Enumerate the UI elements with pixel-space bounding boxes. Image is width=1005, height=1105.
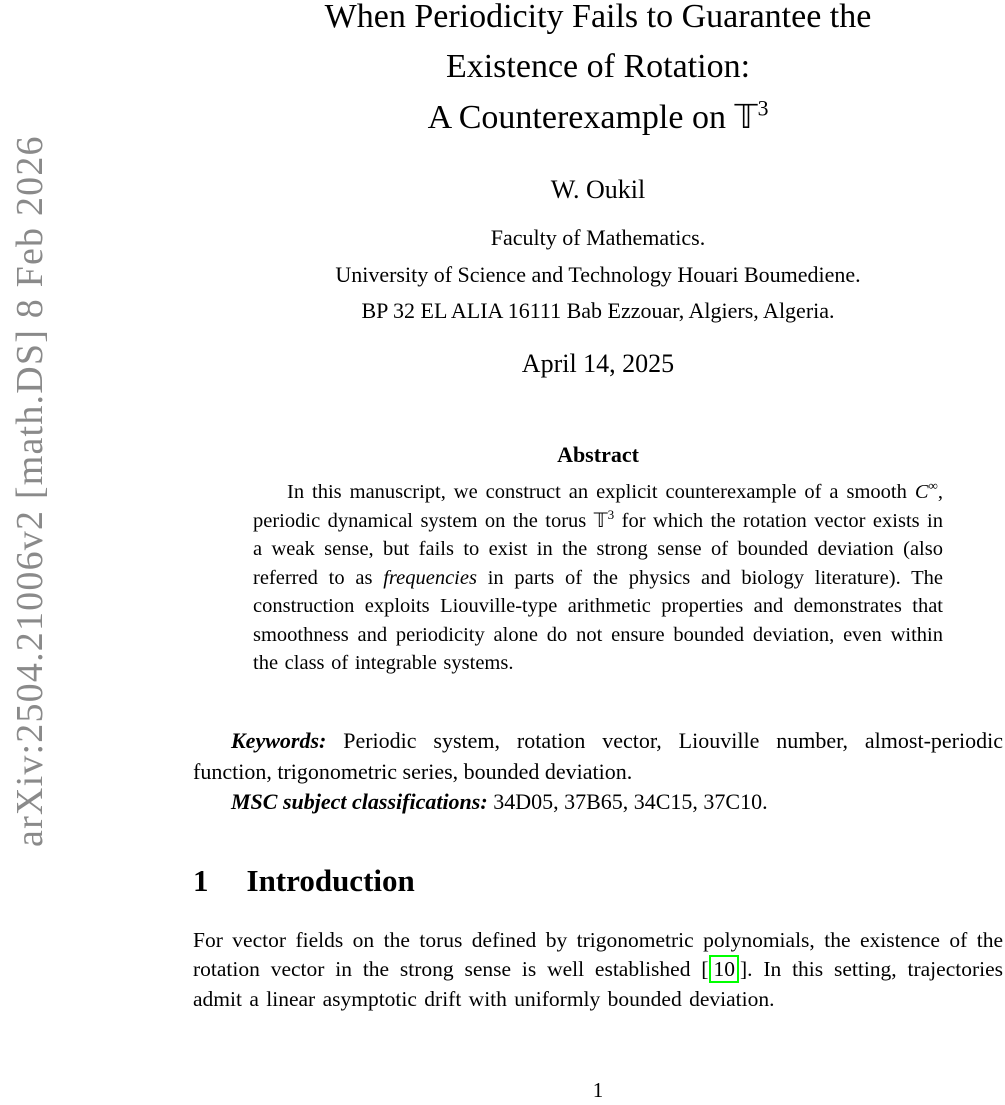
text-segment: in parts of the physics and biology literature). The construction exploits Liouville-type arithmetic properties and demonstrates that smoothness and periodicity alone do not ensure bounded deviation, even within the class of integrable systems.	[253, 566, 943, 674]
text-segment: 34D05, 37B65, 34C15, 37C10.	[487, 789, 768, 814]
paper-title-line-3	[193, 92, 1003, 143]
keywords-paragraph	[193, 726, 1003, 787]
affiliation-line-3: BP 32 EL ALIA 16111 Bab Ezzouar, Algiers, Algeria.	[361, 298, 835, 323]
styled-text-segment: C	[914, 481, 929, 503]
text-segment: Periodic system, rotation vector, Liouville number, almost-periodic function, trigonometric series, bounded deviation.	[193, 728, 1003, 784]
affiliation-line-2: University of Science and Technology Houari Boumediene.	[335, 261, 861, 287]
arxiv-watermark: arXiv:2504.21006v2 [math.DS] 8 Feb 2026	[9, 135, 51, 847]
author-name: W. Oukil	[550, 175, 646, 204]
text-segment: In this manuscript, we construct an explicit counterexample of a smooth	[287, 481, 915, 503]
section-1-number: 1	[193, 863, 209, 898]
section-1-title: Introduction	[246, 863, 415, 898]
paper-title-line-1: When Periodicity Fails to Guarantee the	[324, 0, 872, 35]
styled-text-segment: 3	[757, 96, 769, 121]
styled-text-segment: 3	[607, 506, 615, 522]
affiliation-block	[193, 220, 1003, 330]
styled-text-segment: 𝕋	[593, 508, 608, 532]
paper-date: April 14, 2025	[521, 349, 675, 378]
styled-text-segment: frequencies	[383, 566, 477, 589]
abstract-heading: Abstract	[557, 442, 639, 467]
introduction-paragraph	[193, 926, 1003, 1014]
text-segment: For vector fields on the torus defined by trigonometric polynomials, the existence of the rotation vector in the strong sense is well established [	[193, 928, 1003, 982]
styled-text-segment: Keywords:	[231, 728, 327, 753]
text-segment: , periodic dynamical system on the torus	[253, 481, 943, 532]
citation-link-10[interactable]: 10	[709, 955, 739, 983]
abstract-text	[253, 478, 943, 678]
text-segment: A Counterexample on	[427, 99, 735, 136]
paper-content	[193, 0, 1003, 1105]
page-number: 1	[592, 1078, 604, 1102]
styled-text-segment: ∞	[928, 478, 938, 494]
section-1-heading	[193, 860, 1003, 902]
msc-classifications-paragraph	[193, 787, 1003, 818]
paper-title	[193, 0, 1003, 143]
styled-text-segment: 𝕋	[734, 98, 758, 136]
affiliation-line-1: Faculty of Mathematics.	[490, 225, 706, 250]
text-segment: ]. In this setting, trajectories admit a linear asymptotic drift with uniformly bounded deviation.	[193, 957, 1003, 1011]
styled-text-segment: MSC subject classifications:	[231, 789, 488, 814]
text-segment: for which the rotation vector exists in a weak sense, but fails to exist in the strong sense of bounded deviation (also referred to as	[253, 509, 944, 589]
paper-title-line-2: Existence of Rotation:	[445, 48, 751, 85]
